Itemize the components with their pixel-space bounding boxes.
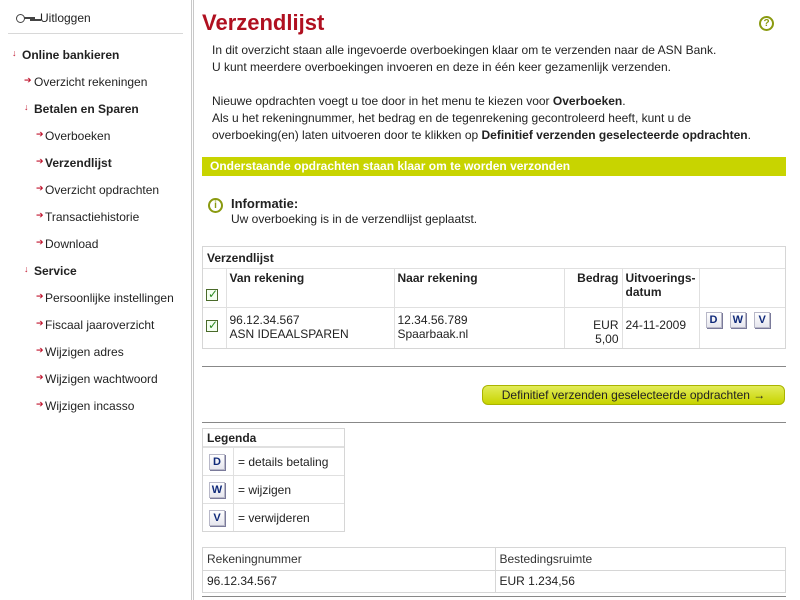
- row-checkbox[interactable]: [206, 320, 218, 332]
- info-title: Informatie:: [231, 196, 299, 211]
- col-uitvoeringsdatum: Uitvoerings- datum: [622, 269, 699, 307]
- actions-cell: [699, 307, 785, 348]
- info-text: Uw overboeking is in de verzendlijst geplaatst.: [231, 212, 478, 226]
- sidebar-item-overzicht-opdrachten[interactable]: ➔ Overzicht opdrachten: [0, 177, 191, 204]
- sidebar-item-betalen-en-sparen[interactable]: ↓ Betalen en Sparen: [0, 96, 191, 123]
- arrow-right-icon: ➔: [36, 345, 44, 355]
- arrow-right-icon: ➔: [36, 129, 44, 139]
- sidebar-item-download[interactable]: ➔ Download: [0, 231, 191, 258]
- row-select-cell: [203, 307, 226, 348]
- page-title: Verzendlijst: [202, 10, 325, 35]
- account-number: 96.12.34.567: [203, 570, 495, 592]
- col-actions: [699, 269, 785, 307]
- sidebar-item-service[interactable]: ↓ Service: [0, 258, 191, 285]
- arrow-right-icon: ➔: [24, 75, 32, 85]
- legend-item-delete: [203, 503, 344, 531]
- arrow-right-icon: ➔: [36, 372, 44, 382]
- arrow-right-icon: ➔: [36, 156, 44, 166]
- main-content: [193, 0, 800, 600]
- legend-text: = wijzigen: [233, 476, 344, 503]
- sidebar-item-overzicht-rekeningen[interactable]: ➔ Overzicht rekeningen: [0, 69, 191, 96]
- col-naar-rekening: Naar rekening: [394, 269, 564, 307]
- details-icon: D: [209, 454, 225, 470]
- sidebar-item-overboeken[interactable]: ➔ Overboeken: [0, 123, 191, 150]
- key-icon: [16, 13, 36, 23]
- sidebar-item-online-bankieren[interactable]: ↓ Online bankieren: [0, 42, 191, 69]
- orders-table: [203, 269, 785, 348]
- delete-icon: V: [209, 510, 225, 526]
- legend-title: Legenda: [203, 429, 344, 447]
- select-all-checkbox[interactable]: [206, 289, 218, 301]
- bedrag-cell: EUR 5,00: [564, 307, 622, 348]
- arrow-down-icon: ↓: [24, 264, 29, 274]
- legend-item-edit: [203, 475, 344, 503]
- col-bestedingsruimte: Bestedingsruimte: [495, 548, 785, 570]
- edit-icon: W: [209, 482, 225, 498]
- send-selected-button[interactable]: Definitief verzenden geselecteerde opdrachten →: [482, 385, 785, 405]
- logout-link[interactable]: [8, 10, 183, 34]
- legend-text: = details betaling: [233, 448, 344, 475]
- account-row: [203, 570, 785, 592]
- arrow-right-icon: ➔: [36, 318, 44, 328]
- logout-label: Uitloggen: [40, 10, 91, 25]
- legend-item-details: [203, 447, 344, 475]
- arrow-right-icon: ➔: [36, 183, 44, 193]
- account-table: [203, 548, 785, 592]
- help-icon[interactable]: ?: [759, 16, 774, 31]
- naar-rekening-cell: 12.34.56.789 Spaarbaak.nl: [394, 307, 564, 348]
- table-header-row: [203, 269, 785, 307]
- sidebar-item-wijzigen-adres[interactable]: ➔ Wijzigen adres: [0, 339, 191, 366]
- sidebar-item-verzendlijst[interactable]: ➔ Verzendlijst: [0, 150, 191, 177]
- delete-button[interactable]: V: [754, 312, 770, 328]
- spending-room: EUR 1.234,56: [499, 574, 575, 589]
- table-row: [203, 307, 785, 348]
- col-bedrag: Bedrag: [564, 269, 622, 307]
- sidebar-item-fiscaal-jaaroverzicht[interactable]: ➔ Fiscaal jaaroverzicht: [0, 312, 191, 339]
- sidebar-item-wijzigen-incasso[interactable]: ➔ Wijzigen incasso: [0, 393, 191, 420]
- verzendlijst-title: Verzendlijst: [203, 247, 785, 269]
- sidebar-item-transactiehistorie[interactable]: ➔ Transactiehistorie: [0, 204, 191, 231]
- intro-paragraph-1: In dit overzicht staan alle ingevoerde overboekingen klaar om te verzenden naar de ASN Bank. U kunt meerdere overboekingen invoeren en deze in één keer gezamenlijk verzenden.: [212, 43, 717, 74]
- divider: [202, 366, 786, 367]
- intro-paragraph-2: Nieuwe opdrachten voegt u toe door in het menu te kiezen voor Overboeken. Als u het rekeningnummer, het bedrag en de tegenrekening gecontroleerd heeft, kunt u de overboeking(en) laten uitvoeren door te klikken op Definitief verzenden geselecteerde opdrachten.: [212, 94, 751, 142]
- sidebar: [0, 0, 192, 600]
- main-nav: [0, 42, 191, 420]
- col-van-rekening: Van rekening: [226, 269, 394, 307]
- arrow-right-icon: ➔: [36, 237, 44, 247]
- divider: [202, 422, 786, 423]
- select-all-cell: [203, 269, 226, 307]
- account-summary: [202, 547, 786, 593]
- details-button[interactable]: D: [706, 312, 722, 328]
- account-header-row: [203, 548, 785, 570]
- legend: [202, 428, 345, 532]
- intro-text: [212, 42, 792, 144]
- arrow-right-icon: ➔: [36, 291, 44, 301]
- info-icon: i: [208, 198, 223, 213]
- van-rekening-cell: 96.12.34.567 ASN IDEAALSPAREN: [226, 307, 394, 348]
- arrow-right-icon: ➔: [36, 399, 44, 409]
- sidebar-item-persoonlijke-instellingen[interactable]: ➔ Persoonlijke instellingen: [0, 285, 191, 312]
- col-rekeningnummer: Rekeningnummer: [203, 548, 495, 570]
- arrow-down-icon: ↓: [24, 102, 29, 112]
- verzendlijst-table: [202, 246, 786, 349]
- arrow-down-icon: ↓: [12, 48, 17, 58]
- divider: [202, 596, 786, 597]
- section-banner: Onderstaande opdrachten staan klaar om te worden verzonden: [202, 157, 786, 176]
- arrow-right-icon: ➔: [36, 210, 44, 220]
- sidebar-item-wijzigen-wachtwoord[interactable]: ➔ Wijzigen wachtwoord: [0, 366, 191, 393]
- edit-button[interactable]: W: [730, 312, 746, 328]
- datum-cell: 24-11-2009: [622, 307, 699, 348]
- legend-text: = verwijderen: [233, 504, 344, 531]
